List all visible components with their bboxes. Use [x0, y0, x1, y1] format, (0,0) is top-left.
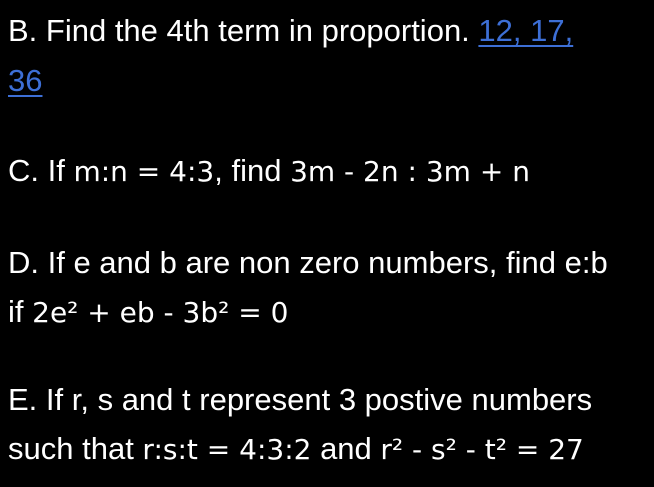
problem-b-text: B. Find the 4th term in proportion. [8, 13, 479, 48]
problem-e-prefix: such that [8, 431, 143, 466]
problem-b-numbers-link[interactable]: 12, 17, [478, 13, 574, 48]
problem-e-equation: r² - s² - t² = 27 [380, 433, 584, 466]
problem-c-line [8, 152, 530, 191]
problem-e-line-2 [8, 430, 584, 469]
problem-e-ratio: r:s:t = 4:3:2 [142, 433, 312, 466]
problem-d-equation: 2e² + eb - 3b² = 0 [32, 296, 289, 329]
problem-c-text-2: , find [214, 153, 291, 188]
problem-b-line-2 [8, 62, 42, 100]
problem-d-prefix: if [8, 294, 33, 329]
problem-c-text: C. If [8, 153, 74, 188]
problem-b-line-1 [8, 12, 573, 50]
problem-e-line-1: E. If r, s and t represent 3 postive numbers [8, 382, 593, 417]
problem-c-expression: 3m - 2n : 3m + n [290, 155, 530, 188]
problem-c-ratio: m:n = 4:3 [73, 155, 215, 188]
problem-d-line-2 [8, 293, 288, 332]
problem-b-numbers-link-continued[interactable]: 36 [8, 63, 43, 98]
problem-d-line-1: D. If e and b are non zero numbers, find e:b [8, 245, 608, 280]
problem-e-conjunction: and [311, 431, 381, 466]
